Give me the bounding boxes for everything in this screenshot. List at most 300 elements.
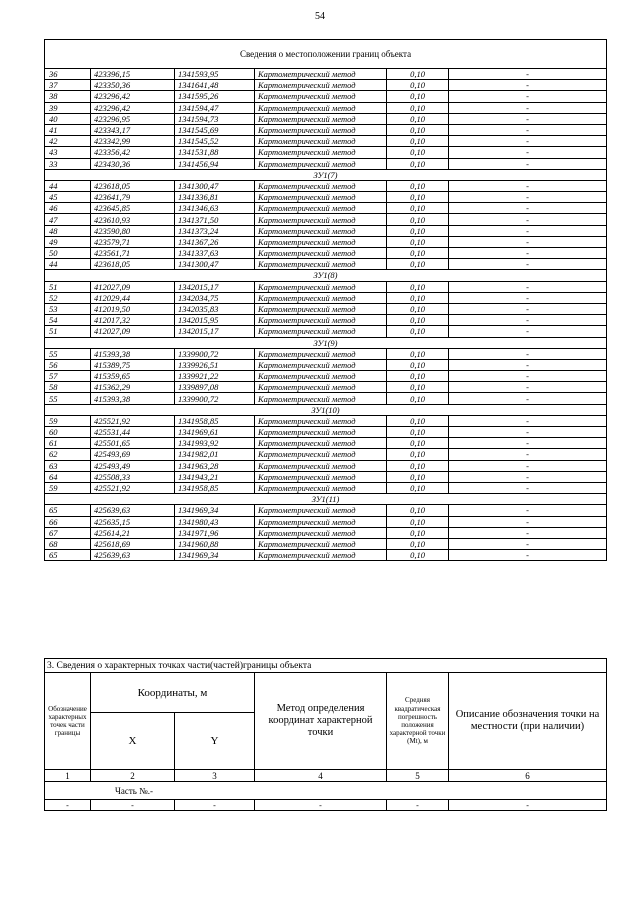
coord-x: 425521,92 [91, 415, 175, 426]
point-number: 57 [45, 371, 91, 382]
coord-y: 1341545,69 [175, 124, 255, 135]
error-value: 0,10 [387, 326, 449, 337]
description: - [449, 415, 607, 426]
error-value: 0,10 [387, 236, 449, 247]
coord-y: 1342015,17 [175, 281, 255, 292]
error-value: 0,10 [387, 113, 449, 124]
group-label: ЗУ1(10) [45, 404, 607, 415]
table-row [45, 292, 607, 303]
coord-x: 425521,92 [91, 482, 175, 493]
coord-y: 1341958,85 [175, 482, 255, 493]
error-value: 0,10 [387, 393, 449, 404]
table-row [45, 303, 607, 314]
header-coordinates: Координаты, м [91, 673, 255, 713]
table-row [45, 124, 607, 135]
coord-y: 1339926,51 [175, 359, 255, 370]
coord-x: 423561,71 [91, 248, 175, 259]
coord-x: 423296,42 [91, 102, 175, 113]
table-row [45, 359, 607, 370]
method: Картометрический метод [255, 516, 387, 527]
method: Картометрический метод [255, 315, 387, 326]
method: Картометрический метод [255, 393, 387, 404]
error-value: 0,10 [387, 505, 449, 516]
description: - [449, 80, 607, 91]
group-row [45, 404, 607, 415]
point-number: 39 [45, 102, 91, 113]
column-number: 1 [45, 770, 91, 782]
table-row [45, 505, 607, 516]
description: - [449, 471, 607, 482]
point-number: 59 [45, 482, 91, 493]
column-number: 2 [91, 770, 175, 782]
method: Картометрический метод [255, 147, 387, 158]
table-row [45, 203, 607, 214]
point-number: 68 [45, 538, 91, 549]
coord-x: 423342,99 [91, 136, 175, 147]
description: - [449, 326, 607, 337]
description: - [449, 371, 607, 382]
point-number: 33 [45, 158, 91, 169]
point-number: 61 [45, 438, 91, 449]
description: - [449, 315, 607, 326]
table-row [45, 158, 607, 169]
coord-y: 1341993,92 [175, 438, 255, 449]
error-value: 0,10 [387, 471, 449, 482]
method: Картометрический метод [255, 359, 387, 370]
coord-y: 1341594,47 [175, 102, 255, 113]
coord-x: 415393,38 [91, 348, 175, 359]
coord-y: 1341943,21 [175, 471, 255, 482]
coord-x: 425618,69 [91, 538, 175, 549]
method: Картометрический метод [255, 113, 387, 124]
coord-y: 1341337,63 [175, 248, 255, 259]
method: Картометрический метод [255, 180, 387, 191]
error-value: 0,10 [387, 449, 449, 460]
description: - [449, 438, 607, 449]
empty-cell: - [449, 800, 607, 811]
point-number: 60 [45, 427, 91, 438]
coord-y: 1341982,01 [175, 449, 255, 460]
coord-x: 423579,71 [91, 236, 175, 247]
coord-y: 1341969,34 [175, 550, 255, 561]
coord-x: 425639,63 [91, 505, 175, 516]
description: - [449, 91, 607, 102]
group-label: ЗУ1(11) [45, 494, 607, 505]
header-description: Описание обозначения точки на местности (при наличии) [449, 673, 607, 770]
point-number: 45 [45, 192, 91, 203]
coord-y: 1341980,43 [175, 516, 255, 527]
coord-x: 415359,65 [91, 371, 175, 382]
error-value: 0,10 [387, 482, 449, 493]
method: Картометрический метод [255, 303, 387, 314]
coord-x: 425614,21 [91, 527, 175, 538]
table-row [45, 248, 607, 259]
description: - [449, 214, 607, 225]
point-number: 54 [45, 315, 91, 326]
description: - [449, 550, 607, 561]
point-number: 44 [45, 259, 91, 270]
description: - [449, 359, 607, 370]
table-row [45, 315, 607, 326]
method: Картометрический метод [255, 482, 387, 493]
coord-y: 1341456,94 [175, 158, 255, 169]
description: - [449, 203, 607, 214]
error-value: 0,10 [387, 124, 449, 135]
error-value: 0,10 [387, 315, 449, 326]
description: - [449, 303, 607, 314]
method: Картометрический метод [255, 527, 387, 538]
error-value: 0,10 [387, 460, 449, 471]
table-row [45, 348, 607, 359]
coord-y: 1341971,96 [175, 527, 255, 538]
description: - [449, 102, 607, 113]
point-number: 56 [45, 359, 91, 370]
description: - [449, 124, 607, 135]
description: - [449, 281, 607, 292]
coord-x: 415393,38 [91, 393, 175, 404]
error-value: 0,10 [387, 550, 449, 561]
coord-x: 423618,05 [91, 259, 175, 270]
point-number: 38 [45, 91, 91, 102]
table-row [45, 460, 607, 471]
coord-y: 1342015,95 [175, 315, 255, 326]
header-error: Средняя квадратическая погрешность положения характерной точки (Mt), м [387, 673, 449, 770]
method: Картометрический метод [255, 203, 387, 214]
error-value: 0,10 [387, 203, 449, 214]
method: Картометрический метод [255, 91, 387, 102]
coord-y: 1341969,34 [175, 505, 255, 516]
method: Картометрический метод [255, 427, 387, 438]
coord-x: 423356,42 [91, 147, 175, 158]
description: - [449, 538, 607, 549]
coord-x: 425493,69 [91, 449, 175, 460]
table-row [45, 538, 607, 549]
coord-y: 1341371,50 [175, 214, 255, 225]
coord-y: 1341595,26 [175, 91, 255, 102]
error-value: 0,10 [387, 80, 449, 91]
table-row [45, 113, 607, 124]
method: Картометрический метод [255, 248, 387, 259]
table-title: Сведения о местоположении границ объекта [45, 40, 607, 69]
coord-y: 1339897,08 [175, 382, 255, 393]
description: - [449, 236, 607, 247]
point-number: 49 [45, 236, 91, 247]
header-x: X [91, 713, 175, 770]
method: Картометрический метод [255, 192, 387, 203]
group-row [45, 337, 607, 348]
table-row [45, 516, 607, 527]
description: - [449, 259, 607, 270]
table-row [45, 91, 607, 102]
column-number: 4 [255, 770, 387, 782]
boundary-location-table [44, 39, 607, 561]
coord-x: 423590,80 [91, 225, 175, 236]
error-value: 0,10 [387, 382, 449, 393]
coord-y: 1341336,81 [175, 192, 255, 203]
description: - [449, 248, 607, 259]
error-value: 0,10 [387, 438, 449, 449]
table-row [45, 449, 607, 460]
table-row [45, 471, 607, 482]
method: Картометрический метод [255, 214, 387, 225]
empty-cell: - [91, 800, 175, 811]
table-row [45, 225, 607, 236]
group-row [45, 494, 607, 505]
coord-y: 1341545,52 [175, 136, 255, 147]
table-row [45, 259, 607, 270]
coord-y: 1339900,72 [175, 348, 255, 359]
coord-x: 423610,93 [91, 214, 175, 225]
group-row [45, 169, 607, 180]
point-number: 36 [45, 69, 91, 80]
coord-y: 1341367,26 [175, 236, 255, 247]
table-row [45, 371, 607, 382]
coord-x: 425493,49 [91, 460, 175, 471]
group-row [45, 270, 607, 281]
point-number: 46 [45, 203, 91, 214]
table-row [45, 80, 607, 91]
group-label: ЗУ1(7) [45, 169, 607, 180]
method: Картометрический метод [255, 505, 387, 516]
error-value: 0,10 [387, 427, 449, 438]
coord-x: 412019,50 [91, 303, 175, 314]
description: - [449, 292, 607, 303]
point-number: 37 [45, 80, 91, 91]
error-value: 0,10 [387, 259, 449, 270]
method: Картометрический метод [255, 136, 387, 147]
column-number: 5 [387, 770, 449, 782]
empty-cell: - [255, 800, 387, 811]
coord-x: 425635,15 [91, 516, 175, 527]
coord-x: 423396,15 [91, 69, 175, 80]
method: Картометрический метод [255, 449, 387, 460]
coord-x: 423618,05 [91, 180, 175, 191]
method: Картометрический метод [255, 69, 387, 80]
description: - [449, 192, 607, 203]
error-value: 0,10 [387, 303, 449, 314]
point-number: 51 [45, 281, 91, 292]
coord-x: 425501,65 [91, 438, 175, 449]
column-number: 6 [449, 770, 607, 782]
table-row [45, 326, 607, 337]
point-number: 40 [45, 113, 91, 124]
table-row [45, 147, 607, 158]
method: Картометрический метод [255, 371, 387, 382]
coord-x: 423645,85 [91, 203, 175, 214]
method: Картометрический метод [255, 124, 387, 135]
description: - [449, 427, 607, 438]
coord-y: 1341641,48 [175, 80, 255, 91]
error-value: 0,10 [387, 225, 449, 236]
error-value: 0,10 [387, 180, 449, 191]
table-row [45, 136, 607, 147]
coord-x: 412027,09 [91, 281, 175, 292]
error-value: 0,10 [387, 102, 449, 113]
coord-y: 1341531,88 [175, 147, 255, 158]
method: Картометрический метод [255, 550, 387, 561]
point-number: 48 [45, 225, 91, 236]
header-designation: Обозначение характерных точек части границы [45, 673, 91, 770]
error-value: 0,10 [387, 158, 449, 169]
point-number: 50 [45, 248, 91, 259]
point-number: 63 [45, 460, 91, 471]
coord-x: 423430,36 [91, 158, 175, 169]
error-value: 0,10 [387, 359, 449, 370]
page-number: 54 [315, 11, 325, 22]
error-value: 0,10 [387, 415, 449, 426]
description: - [449, 69, 607, 80]
method: Картометрический метод [255, 471, 387, 482]
coord-y: 1341300,47 [175, 180, 255, 191]
point-number: 42 [45, 136, 91, 147]
coord-x: 423296,95 [91, 113, 175, 124]
description: - [449, 482, 607, 493]
point-number: 43 [45, 147, 91, 158]
point-number: 65 [45, 550, 91, 561]
method: Картометрический метод [255, 460, 387, 471]
method: Картометрический метод [255, 438, 387, 449]
point-number: 66 [45, 516, 91, 527]
table-row [45, 438, 607, 449]
coord-x: 425639,63 [91, 550, 175, 561]
characteristic-points-table [44, 658, 607, 811]
coord-y: 1341960,88 [175, 538, 255, 549]
error-value: 0,10 [387, 69, 449, 80]
table-row [45, 236, 607, 247]
group-label: ЗУ1(9) [45, 337, 607, 348]
coord-x: 423350,36 [91, 80, 175, 91]
table-row [45, 415, 607, 426]
coord-y: 1342034,75 [175, 292, 255, 303]
point-number: 51 [45, 326, 91, 337]
description: - [449, 158, 607, 169]
coord-y: 1341373,24 [175, 225, 255, 236]
table-row [45, 393, 607, 404]
description: - [449, 348, 607, 359]
coord-x: 412027,09 [91, 326, 175, 337]
description: - [449, 516, 607, 527]
error-value: 0,10 [387, 538, 449, 549]
error-value: 0,10 [387, 281, 449, 292]
table-row [45, 214, 607, 225]
error-value: 0,10 [387, 527, 449, 538]
coord-x: 412017,32 [91, 315, 175, 326]
error-value: 0,10 [387, 192, 449, 203]
table-row [45, 102, 607, 113]
error-value: 0,10 [387, 371, 449, 382]
header-method: Метод определения координат характерной точки [255, 673, 387, 770]
description: - [449, 180, 607, 191]
coord-y: 1342015,17 [175, 326, 255, 337]
error-value: 0,10 [387, 248, 449, 259]
header-y: Y [175, 713, 255, 770]
coord-y: 1341594,73 [175, 113, 255, 124]
part-label: Часть №.- [45, 782, 607, 800]
point-number: 47 [45, 214, 91, 225]
method: Картометрический метод [255, 348, 387, 359]
point-number: 65 [45, 505, 91, 516]
error-value: 0,10 [387, 91, 449, 102]
point-number: 58 [45, 382, 91, 393]
coord-x: 415362,29 [91, 382, 175, 393]
description: - [449, 527, 607, 538]
method: Картометрический метод [255, 259, 387, 270]
method: Картометрический метод [255, 225, 387, 236]
point-number: 62 [45, 449, 91, 460]
coord-x: 415389,75 [91, 359, 175, 370]
coord-x: 412029,44 [91, 292, 175, 303]
coord-y: 1341969,61 [175, 427, 255, 438]
point-number: 67 [45, 527, 91, 538]
empty-cell: - [387, 800, 449, 811]
method: Картометрический метод [255, 538, 387, 549]
description: - [449, 393, 607, 404]
coord-x: 423641,79 [91, 192, 175, 203]
coord-y: 1341593,95 [175, 69, 255, 80]
coord-y: 1339921,22 [175, 371, 255, 382]
empty-cell: - [175, 800, 255, 811]
point-number: 55 [45, 393, 91, 404]
method: Картометрический метод [255, 415, 387, 426]
point-number: 64 [45, 471, 91, 482]
coord-y: 1339900,72 [175, 393, 255, 404]
method: Картометрический метод [255, 102, 387, 113]
method: Картометрический метод [255, 236, 387, 247]
error-value: 0,10 [387, 348, 449, 359]
table-row [45, 382, 607, 393]
method: Картометрический метод [255, 281, 387, 292]
point-number: 52 [45, 292, 91, 303]
error-value: 0,10 [387, 147, 449, 158]
table-row [45, 482, 607, 493]
coord-x: 425508,33 [91, 471, 175, 482]
error-value: 0,10 [387, 214, 449, 225]
point-number: 41 [45, 124, 91, 135]
error-value: 0,10 [387, 136, 449, 147]
method: Картометрический метод [255, 292, 387, 303]
table-row [45, 180, 607, 191]
table-row [45, 192, 607, 203]
description: - [449, 113, 607, 124]
point-number: 55 [45, 348, 91, 359]
coord-y: 1341958,85 [175, 415, 255, 426]
coord-x: 425531,44 [91, 427, 175, 438]
table-row [45, 527, 607, 538]
table-row [45, 550, 607, 561]
column-number: 3 [175, 770, 255, 782]
description: - [449, 505, 607, 516]
empty-cell: - [45, 800, 91, 811]
method: Картометрический метод [255, 158, 387, 169]
error-value: 0,10 [387, 516, 449, 527]
coord-y: 1341346,63 [175, 203, 255, 214]
coord-x: 423343,17 [91, 124, 175, 135]
section-title: 3. Сведения о характерных точках части(частей)границы объекта [45, 659, 607, 673]
description: - [449, 460, 607, 471]
description: - [449, 449, 607, 460]
method: Картометрический метод [255, 326, 387, 337]
method: Картометрический метод [255, 382, 387, 393]
method: Картометрический метод [255, 80, 387, 91]
coord-y: 1341963,28 [175, 460, 255, 471]
coord-y: 1342035,83 [175, 303, 255, 314]
description: - [449, 147, 607, 158]
description: - [449, 136, 607, 147]
table-row [45, 281, 607, 292]
point-number: 59 [45, 415, 91, 426]
point-number: 53 [45, 303, 91, 314]
point-number: 44 [45, 180, 91, 191]
